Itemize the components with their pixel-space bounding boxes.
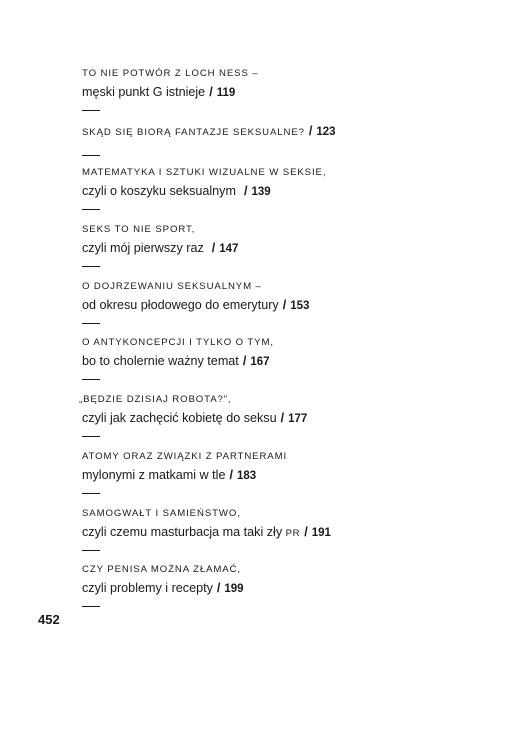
toc-entry-heading: CZY PENISA MOŻNA ZŁAMAĆ, xyxy=(82,564,241,576)
page-number: 199 xyxy=(224,583,244,596)
toc-entry-subtitle xyxy=(82,183,482,201)
toc-entry-subtitle xyxy=(82,353,482,371)
page-number: 191 xyxy=(311,526,331,539)
toc-entry-subtitle xyxy=(82,467,482,485)
entry-divider xyxy=(82,550,100,551)
page-number: 123 xyxy=(316,125,336,138)
page-number: 119 xyxy=(216,87,236,99)
page-separator: / xyxy=(209,85,213,99)
entry-divider xyxy=(82,493,100,494)
toc-entry-heading: ATOMY ORAZ ZWIĄZKI Z PARTNERAMI xyxy=(82,450,288,462)
entry-divider xyxy=(82,266,100,267)
page-number: 177 xyxy=(288,413,308,426)
page-number: 153 xyxy=(290,299,310,312)
toc-entry xyxy=(82,507,482,564)
page-number: 183 xyxy=(236,469,257,482)
toc-entry-heading: SAMOGWAŁT I SAMIEŃSTWO, xyxy=(82,507,241,519)
toc-entry-subtitle-text: bo to cholernie ważny temat xyxy=(82,354,239,369)
toc-entry-subtitle xyxy=(82,524,482,542)
toc-entry xyxy=(82,563,482,620)
toc-entry xyxy=(82,450,482,507)
page-separator: / xyxy=(308,123,313,138)
entry-divider xyxy=(82,323,100,324)
page-separator: / xyxy=(242,354,247,369)
page-separator: / xyxy=(282,297,287,312)
toc-entry xyxy=(79,393,482,450)
table-of-contents xyxy=(79,67,482,620)
toc-entry xyxy=(82,223,482,280)
toc-entry-subtitle-smallcaps: PR xyxy=(285,527,301,539)
toc-entry-subtitle-text: czyli o koszyku seksualnym xyxy=(82,184,236,199)
toc-entry-heading xyxy=(82,124,482,139)
toc-entry xyxy=(82,280,482,337)
toc-entry-heading: O DOJRZEWANIU SEKSUALNYM – xyxy=(82,280,262,292)
toc-entry-heading: O ANTYKONCEPCJI I TYLKO O TYM, xyxy=(82,337,274,349)
page-folio: 452 xyxy=(38,612,60,627)
page-separator: / xyxy=(280,411,285,426)
toc-entry xyxy=(82,166,482,223)
toc-entry-subtitle xyxy=(82,240,482,258)
page-separator: / xyxy=(243,184,248,199)
toc-entry-subtitle xyxy=(82,410,482,428)
page-separator: / xyxy=(216,581,221,596)
entry-divider xyxy=(82,436,100,437)
toc-entry-subtitle xyxy=(82,580,482,598)
toc-entry-subtitle-text: czyli jak zachęcić kobietę do seksu xyxy=(82,411,277,426)
toc-entry-heading: „BĘDZIE DZISIAJ ROBOTA?”, xyxy=(79,394,232,406)
toc-entry-subtitle-text: mylonymi z matkami w tle xyxy=(82,467,226,482)
toc-entry-subtitle xyxy=(82,297,482,315)
page-separator: / xyxy=(229,467,233,482)
toc-entry xyxy=(82,67,482,124)
toc-entry-subtitle-text: czyli problemy i recepty xyxy=(82,581,213,596)
toc-entry-subtitle-text: męski punkt G istnieje xyxy=(82,85,206,99)
page-number: 147 xyxy=(219,243,239,256)
toc-entry-heading: MATEMATYKA I SZTUKI WIZUALNE W SEKSIE, xyxy=(82,167,327,179)
toc-entry-heading: SEKS TO NIE SPORT, xyxy=(82,224,196,236)
entry-divider xyxy=(82,110,100,111)
entry-divider xyxy=(82,379,100,380)
toc-entry-subtitle xyxy=(82,84,482,102)
page-separator: / xyxy=(211,241,216,256)
toc-entry-subtitle-text: czyli mój pierwszy raz xyxy=(82,241,204,256)
page-number: 139 xyxy=(251,186,271,199)
entry-divider xyxy=(82,209,100,210)
page-number: 167 xyxy=(250,356,270,369)
toc-entry-subtitle-text: czyli czemu masturbacja ma taki zły xyxy=(82,524,283,539)
entry-divider xyxy=(82,155,100,156)
toc-entry xyxy=(82,336,482,393)
entry-divider xyxy=(82,606,100,607)
toc-entry-heading: TO NIE POTWÓR Z LOCH NESS – xyxy=(82,68,259,79)
toc-entry-heading-text: SKĄD SIĘ BIORĄ FANTAZJE SEKSUALNE? xyxy=(82,126,305,138)
page-separator: / xyxy=(304,524,308,539)
toc-entry-subtitle-text: od okresu płodowego do emerytury xyxy=(82,297,279,312)
